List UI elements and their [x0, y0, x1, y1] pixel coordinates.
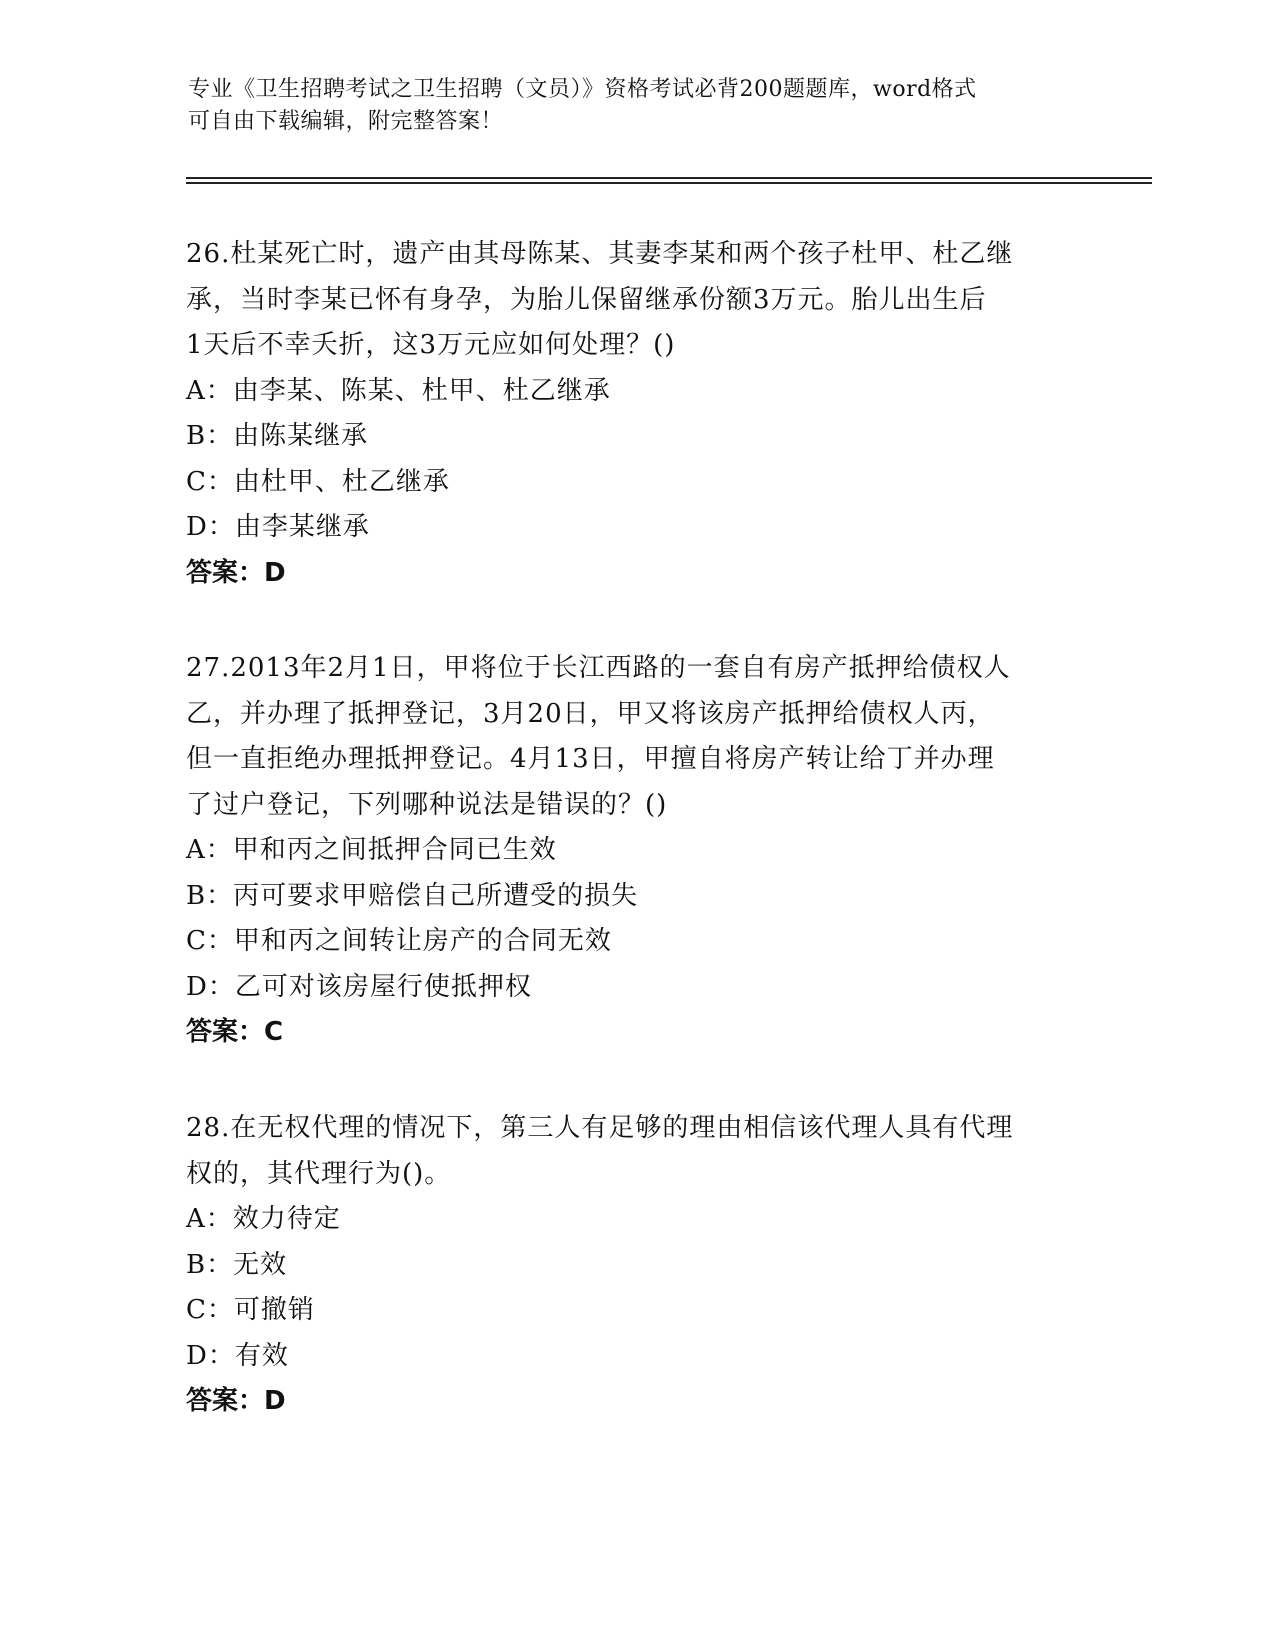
- answer-label: 答案：C: [186, 1017, 284, 1047]
- stem-line: 但一直拒绝办理抵押登记。4月13日，甲擅自将房产转让给丁并办理: [186, 744, 995, 774]
- stem-line: 乙，并办理了抵押登记，3月20日，甲又将该房产抵押给债权人丙，: [186, 698, 995, 729]
- question-26: [186, 232, 1086, 596]
- header-title-line-2: 可自由下载编辑，附完整答案！: [188, 109, 504, 134]
- question-stem: [186, 646, 1086, 828]
- header-divider-bottom: [186, 182, 1152, 184]
- option-d: D：有效: [186, 1340, 289, 1371]
- option-a: A：甲和丙之间抵押合同已生效: [186, 835, 557, 865]
- question-stem: [186, 232, 1086, 369]
- header-divider-top: [186, 177, 1152, 179]
- header-title-line-1: 专业《卫生招聘考试之卫生招聘（文员）》资格考试必背200题题库，word格式: [188, 77, 977, 102]
- stem-line: 28.在无权代理的情况下，第三人有足够的理由相信该代理人具有代理: [186, 1113, 1014, 1143]
- answer-label: 答案：D: [186, 557, 286, 588]
- stem-line: 26.杜某死亡时，遗产由其母陈某、其妻李某和两个孩子杜甲、杜乙继: [186, 239, 1014, 269]
- document-header: [188, 74, 1088, 138]
- option-d: D：乙可对该房屋行使抵押权: [186, 971, 532, 1002]
- stem-line: 1天后不幸夭折，这3万元应如何处理？(): [186, 330, 676, 360]
- option-c: C：由杜甲、杜乙继承: [186, 466, 450, 497]
- question-stem: [186, 1106, 1086, 1197]
- option-b: B：由陈某继承: [186, 421, 369, 451]
- question-28: [186, 1106, 1086, 1425]
- stem-line: 承，当时李某已怀有身孕，为胎儿保留继承份额3万元。胎儿出生后: [186, 284, 987, 315]
- stem-line: 27.2013年2月1日，甲将位于长江西路的一套自有房产抵押给债权人: [186, 653, 1011, 683]
- option-d: D：由李某继承: [186, 512, 370, 542]
- stem-line: 了过户登记，下列哪种说法是错误的？(): [186, 789, 668, 820]
- option-c: C：可撤销: [186, 1295, 315, 1325]
- option-a: A：效力待定: [186, 1204, 341, 1234]
- option-c: C：甲和丙之间转让房产的合同无效: [186, 926, 612, 956]
- answer-label: 答案：D: [186, 1386, 286, 1416]
- option-b: B：丙可要求甲赔偿自己所遭受的损失: [186, 880, 639, 911]
- question-27: [186, 646, 1086, 1056]
- option-a: A：由李某、陈某、杜甲、杜乙继承: [186, 375, 611, 406]
- option-b: B：无效: [186, 1249, 288, 1280]
- stem-line: 权的，其代理行为()。: [186, 1158, 452, 1189]
